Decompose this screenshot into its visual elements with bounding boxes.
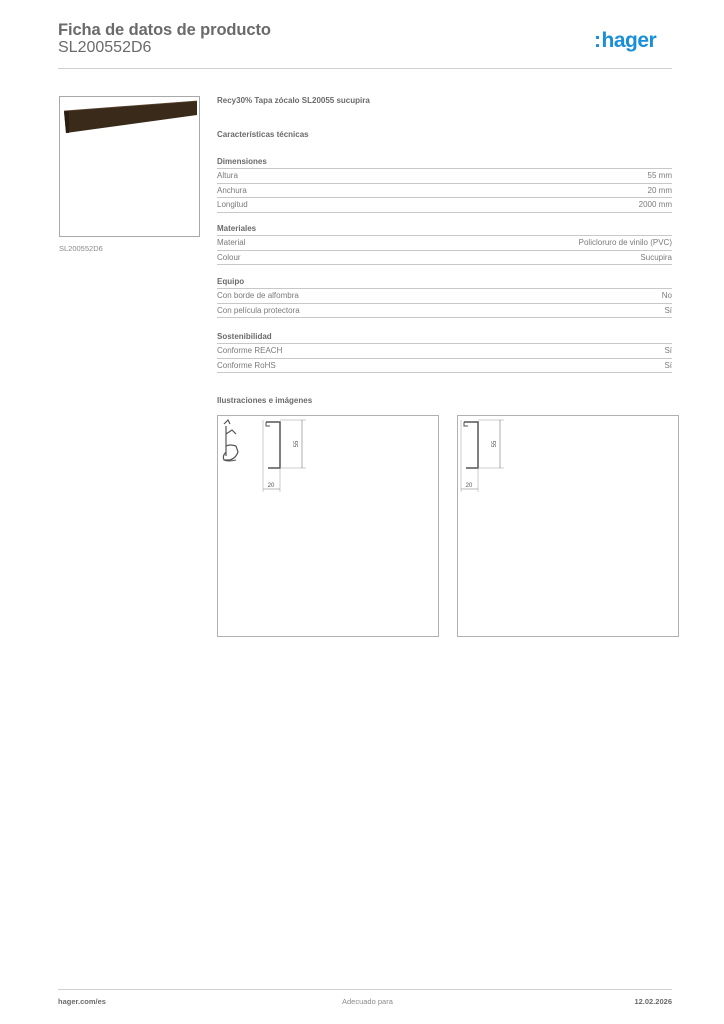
height-dimension-label: 55 — [294, 440, 300, 448]
illustration-2 — [457, 415, 679, 637]
width-dimension-label: 20 — [465, 483, 473, 489]
logo-colon: : — [594, 29, 601, 52]
spec-label: Con película protectora — [217, 305, 300, 315]
hager-logo — [594, 29, 656, 53]
footer-date: 12.02.2026 — [634, 997, 672, 1006]
spec-label: Longitud — [217, 200, 248, 209]
spec-value: Policloruro de vinilo (PVC) — [578, 238, 672, 247]
profile-drawing — [458, 416, 678, 636]
spec-row-reach — [217, 344, 672, 359]
spec-row-material — [217, 236, 672, 251]
width-dimension-label: 20 — [267, 483, 275, 489]
spec-row-carpet-edge — [217, 289, 672, 304]
footer-divider — [58, 989, 672, 990]
product-name: Recy30% Tapa zócalo SL20055 sucupira — [217, 96, 370, 105]
footer-website-link[interactable]: hager.com/es — [58, 997, 106, 1006]
product-image-caption: SL200552D6 — [59, 244, 103, 253]
height-dimension-label: 55 — [492, 440, 498, 448]
logo-text: hager — [601, 29, 657, 52]
spec-label: Conforme REACH — [217, 346, 283, 355]
spec-heading: Sostenibilidad — [217, 331, 672, 344]
spec-section-dimensions — [217, 156, 672, 213]
spec-label: Material — [217, 238, 246, 247]
spec-row-length — [217, 198, 672, 213]
spec-value: Sucupira — [640, 252, 672, 262]
spec-section-sustainability — [217, 331, 672, 373]
spec-label: Conforme RoHS — [217, 360, 276, 370]
document-title: Ficha de datos de producto — [58, 21, 271, 39]
technical-characteristics-title: Características técnicas — [217, 130, 309, 139]
profile-drawing-with-clip — [218, 416, 438, 636]
spec-value: Sí — [664, 346, 672, 355]
spec-label: Altura — [217, 171, 238, 180]
spec-row-colour — [217, 251, 672, 266]
spec-value: Sí — [664, 305, 672, 315]
illustration-1 — [217, 415, 439, 637]
spec-value: Sí — [664, 360, 672, 370]
spec-label: Anchura — [217, 185, 247, 195]
spec-value: No — [661, 291, 672, 300]
product-image — [59, 96, 200, 237]
spec-value: 20 mm — [647, 185, 672, 195]
spec-label: Colour — [217, 252, 241, 262]
spec-section-equipment — [217, 276, 672, 318]
spec-label: Con borde de alfombra — [217, 291, 299, 300]
spec-heading: Equipo — [217, 276, 672, 289]
spec-section-materials — [217, 223, 672, 265]
spec-value: 2000 mm — [638, 200, 672, 209]
baseboard-cover-image — [60, 97, 199, 236]
spec-row-width — [217, 184, 672, 199]
spec-heading: Materiales — [217, 223, 672, 236]
spec-value: 55 mm — [647, 171, 672, 180]
footer-suitable-for: Adecuado para — [342, 997, 393, 1006]
spec-row-rohs — [217, 359, 672, 374]
spec-row-height — [217, 169, 672, 184]
spec-heading: Dimensiones — [217, 156, 672, 169]
illustrations-title: Ilustraciones e imágenes — [217, 396, 313, 405]
spec-row-protective-film — [217, 304, 672, 319]
product-code: SL200552D6 — [58, 39, 152, 56]
header-divider — [58, 68, 672, 69]
